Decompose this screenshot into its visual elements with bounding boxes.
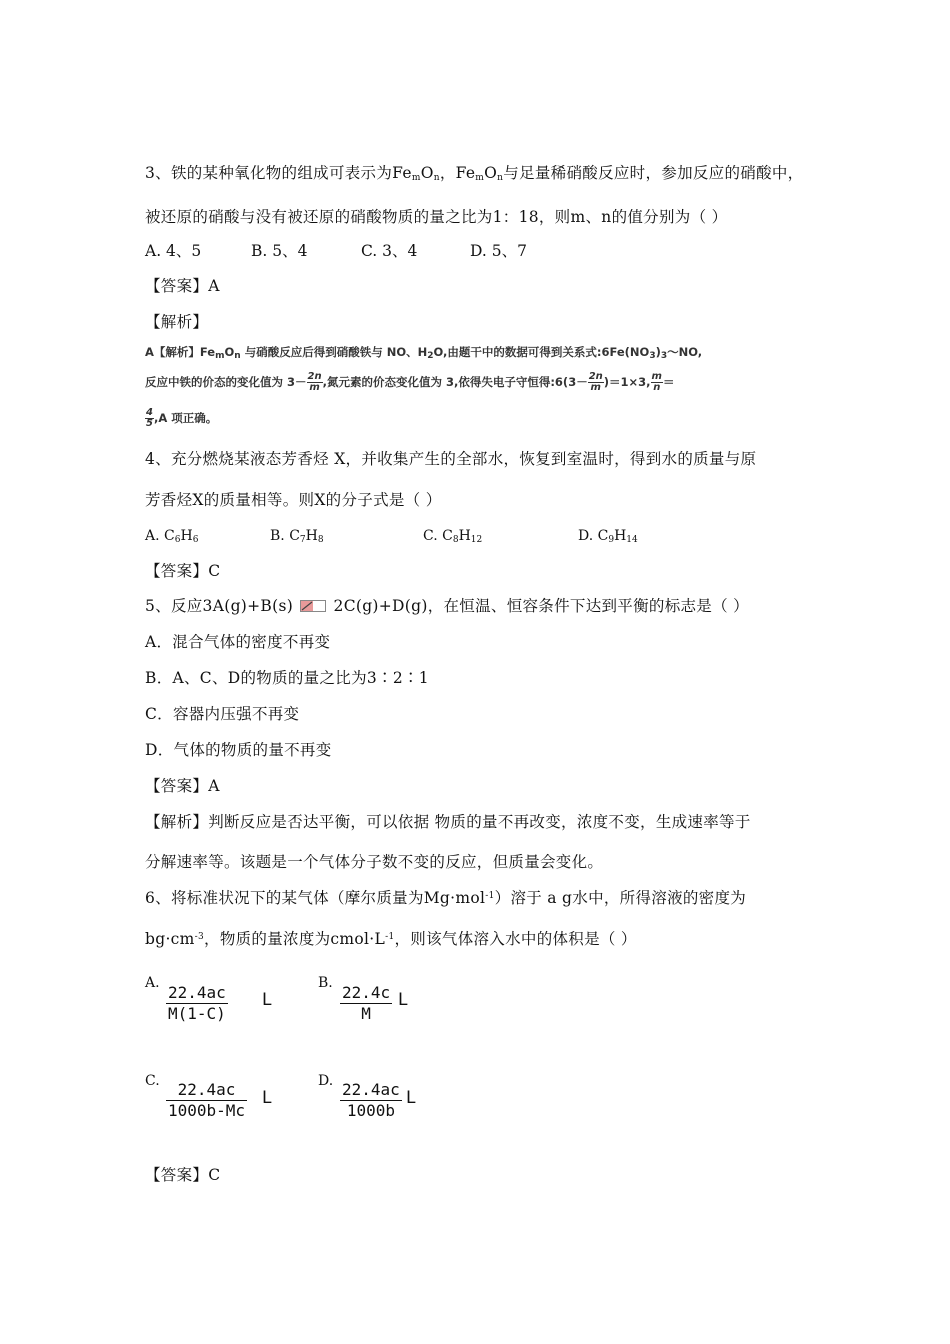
q5-analysis-line2: 分解速率等。该题是一个气体分子数不变的反应，但质量会变化。 (145, 853, 604, 871)
q6-option-c-label: C. (145, 1073, 160, 1089)
q3-option-c: C. 3、4 (361, 242, 418, 260)
q6-line2: $bg\cdot cm^{-3}$，物质的量浓度为$cmol\cdot L^{-1}$，则该气体溶入水中的体积是（ ） (145, 930, 637, 948)
q3-option-a: A. 4、5 (145, 242, 202, 260)
q6-line1: 6、将标准状况下的某气体（摩尔质量为Mg·mol$^{-1}$）溶于 a g水中，所得溶液的密度为 (145, 889, 747, 907)
q5-line1: 5、反应3A(g)+B(s) 2C(g)+D(g)，在恒温、恒容条件下达到平衡的标志是（ ） (145, 597, 749, 615)
q6-option-d-label: D. (318, 1073, 334, 1089)
q6-option-d-unit: L (406, 1088, 416, 1108)
q3-analysis-label: 【解析】 (145, 313, 209, 331)
fraction-4-over-5: $\frac{4}{5}$ (146, 407, 153, 429)
reversible-arrow-icon (300, 600, 326, 612)
q5-option-b: B．A、C、D的物质的量之比为3∶2∶1 (145, 669, 429, 687)
q6-option-c-unit: L (262, 1088, 272, 1108)
q3-answer: 【答案】A (145, 277, 220, 295)
q6-option-a-fraction: 22.4ac M(1-C) (168, 983, 226, 1023)
q5-answer: 【答案】A (145, 777, 220, 795)
q4-line1: 4、充分燃烧某液态芳香烃 X，并收集产生的全部水，恢复到室温时，得到水的质量与原 (145, 450, 757, 468)
q5-option-a: A．混合气体的密度不再变 (145, 633, 331, 651)
q6-option-a-unit: L (262, 990, 272, 1010)
q6-option-b-label: B. (318, 975, 333, 991)
q4-option-c: C. $C_8H_{12}$ (423, 528, 483, 545)
q3-line2: 被还原的硝酸与没有被还原的硝酸物质的量之比为1：18，则m、n的值分别为（ ） (145, 208, 728, 226)
q3-analysis-line2: 反应中铁的价态的变化值为 3－ $\frac{2n}{m}$ ,氮元素的价态变化值为 3,依得失电子守恒得:6(3－ $\frac{2n}{m}$ )＝1×3, $\frac{m}{n}$ ＝ (145, 371, 675, 393)
q5-option-d: D．气体的物质的量不再变 (145, 741, 332, 759)
q3-option-b: B. 5、4 (251, 242, 308, 260)
fraction-2n-over-m: $\frac{2n}{m}$ (307, 371, 322, 393)
q4-answer: 【答案】C (145, 562, 221, 580)
q4-option-b: B. $C_7H_8$ (270, 528, 324, 545)
q5-analysis-line1: 【解析】判断反应是否达平衡，可以依据 物质的量不再改变，浓度不变，生成速率等于 (145, 813, 751, 831)
q3-option-d: D. 5、7 (470, 242, 527, 260)
q6-option-c-fraction: 22.4ac 1000b-Mc (168, 1080, 246, 1120)
q3-line1: 3、铁的某种氧化物的组成可表示为$Fe_mO_n$，$Fe_mO_n$与足量稀硝酸反应时，参加反应的硝酸中， (145, 164, 804, 183)
fraction-2n-over-m-2: $\frac{2n}{m}$ (588, 371, 603, 393)
q6-option-a-label: A. (145, 975, 160, 991)
q4-option-a: A. $C_6H_6$ (145, 528, 199, 545)
q4-option-d: D. $C_9H_{14}$ (578, 528, 638, 545)
q5-option-c: C．容器内压强不再变 (145, 705, 300, 723)
q6-option-b-unit: L (398, 990, 408, 1010)
q6-option-d-fraction: 22.4ac 1000b (342, 1080, 400, 1120)
q3-analysis-line1: A【解析】$Fe_mO_n$ 与硝酸反应后得到硝酸铁与 NO、$H_2O$,由题干中的数据可得到关系式$:6Fe(NO_3)_3\sim NO$, (145, 345, 703, 361)
q6-option-b-fraction: 22.4c M (342, 983, 391, 1023)
fraction-m-over-n: $\frac{m}{n}$ (651, 371, 662, 393)
q3-analysis-line3: $\frac{4}{5}$ ,A 项正确。 (146, 407, 218, 429)
q4-line2: 芳香烃X的质量相等。则X的分子式是（ ） (145, 491, 442, 509)
q6-answer: 【答案】C (145, 1166, 221, 1184)
